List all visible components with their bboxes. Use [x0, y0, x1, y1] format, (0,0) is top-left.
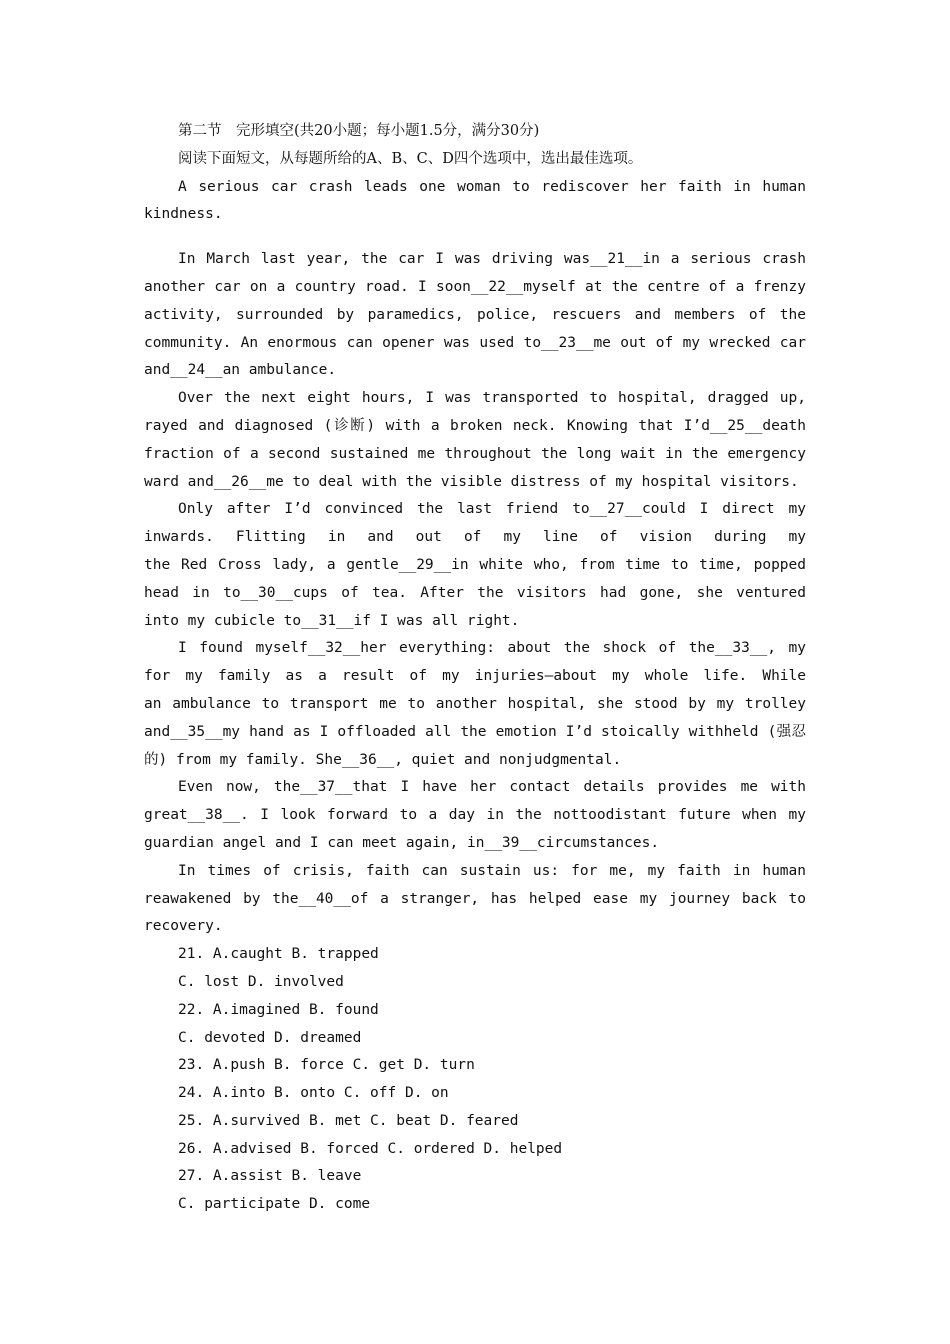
- option-line: 25. A.survived B. met C. beat D. feared: [178, 1112, 519, 1129]
- passage-line: In March last year, the car I was driving was__21__in a serious crash: [178, 251, 806, 268]
- option-line: 24. A.into B. onto C. off D. on: [178, 1085, 449, 1102]
- passage-line: into my cubicle to__31__if I was all right.: [144, 612, 520, 629]
- passage-line: and__35__my hand as I offloaded all the emotion I’d stoically withheld (强忍: [144, 723, 806, 740]
- passage-line: guardian angel and I can meet again, in__39__circumstances.: [144, 834, 660, 851]
- passage-line: Over the next eight hours, I was transported to hospital, dragged up,: [178, 390, 806, 407]
- passage-line: activity, surrounded by paramedics, police, rescuers and members of the: [144, 306, 806, 323]
- passage-line: rayed and diagnosed (诊断) with a broken neck. Knowing that I’d__25__death: [144, 417, 806, 434]
- option-line: 21. A.caught B. trapped: [178, 946, 379, 963]
- passage-line: ward and__26__me to deal with the visible distress of my hospital visitors.: [144, 473, 799, 490]
- passage-title-line-1: A serious car crash leads one woman to rediscover her faith in human: [178, 178, 806, 195]
- passage-line: inwards. Flitting in and out of my line of vision during my: [144, 529, 806, 546]
- passage-line: In times of crisis, faith can sustain us: for me, my faith in human: [178, 862, 806, 879]
- passage-line: and__24__an ambulance.: [144, 362, 337, 379]
- passage-line: fraction of a second sustained me throughout the long wait in the emergency: [144, 445, 806, 462]
- passage-line: the Red Cross lady, a gentle__29__in white who, from time to time, popped: [144, 556, 806, 573]
- option-line: 27. A.assist B. leave: [178, 1168, 362, 1185]
- option-line: 23. A.push B. force C. get D. turn: [178, 1057, 475, 1074]
- option-line: C. lost D. involved: [178, 973, 344, 990]
- section-instruction: 阅读下面短文，从每题所给的A、B、C、D四个选项中，选出最佳选项。: [178, 150, 643, 167]
- option-line: 26. A.advised B. forced C. ordered D. helped: [178, 1140, 563, 1157]
- passage-line: head in to__30__cups of tea. After the visitors had gone, she ventured: [144, 584, 806, 601]
- passage-line: 的) from my family. She__36__, quiet and nonjudgmental.: [144, 751, 622, 768]
- passage-line: for my family as a result of my injuries—about my whole life. While: [144, 668, 806, 685]
- section-heading: 第二节 完形填空(共20小题；每小题1.5分，满分30分): [178, 123, 540, 139]
- passage-line: reawakened by the__40__of a stranger, has helped ease my journey back to: [144, 890, 806, 907]
- passage-line: Only after I’d convinced the last friend to__27__could I direct my: [178, 501, 806, 518]
- passage-line: I found myself__32__her everything: about the shock of the__33__, my: [178, 640, 806, 657]
- passage-line: an ambulance to transport me to another hospital, she stood by my trolley: [144, 695, 806, 712]
- option-line: C. devoted D. dreamed: [178, 1029, 362, 1046]
- passage-line: community. An enormous can opener was used to__23__me out of my wrecked car: [144, 334, 806, 351]
- passage-line: another car on a country road. I soon__22__myself at the centre of a frenzy: [144, 278, 806, 295]
- passage-line: great__38__. I look forward to a day in the nottoodistant future when my: [144, 807, 806, 824]
- passage-line: recovery.: [144, 918, 223, 935]
- option-line: C. participate D. come: [178, 1196, 371, 1213]
- answer-options: [144, 941, 806, 1219]
- option-line: 22. A.imagined B. found: [178, 1001, 379, 1018]
- document-page: [144, 118, 806, 1219]
- passage-line: Even now, the__37__that I have her contact details provides me with: [178, 779, 806, 796]
- spacer: [144, 229, 806, 246]
- passage-body: [144, 246, 806, 941]
- passage-title-line-2: kindness.: [144, 206, 223, 223]
